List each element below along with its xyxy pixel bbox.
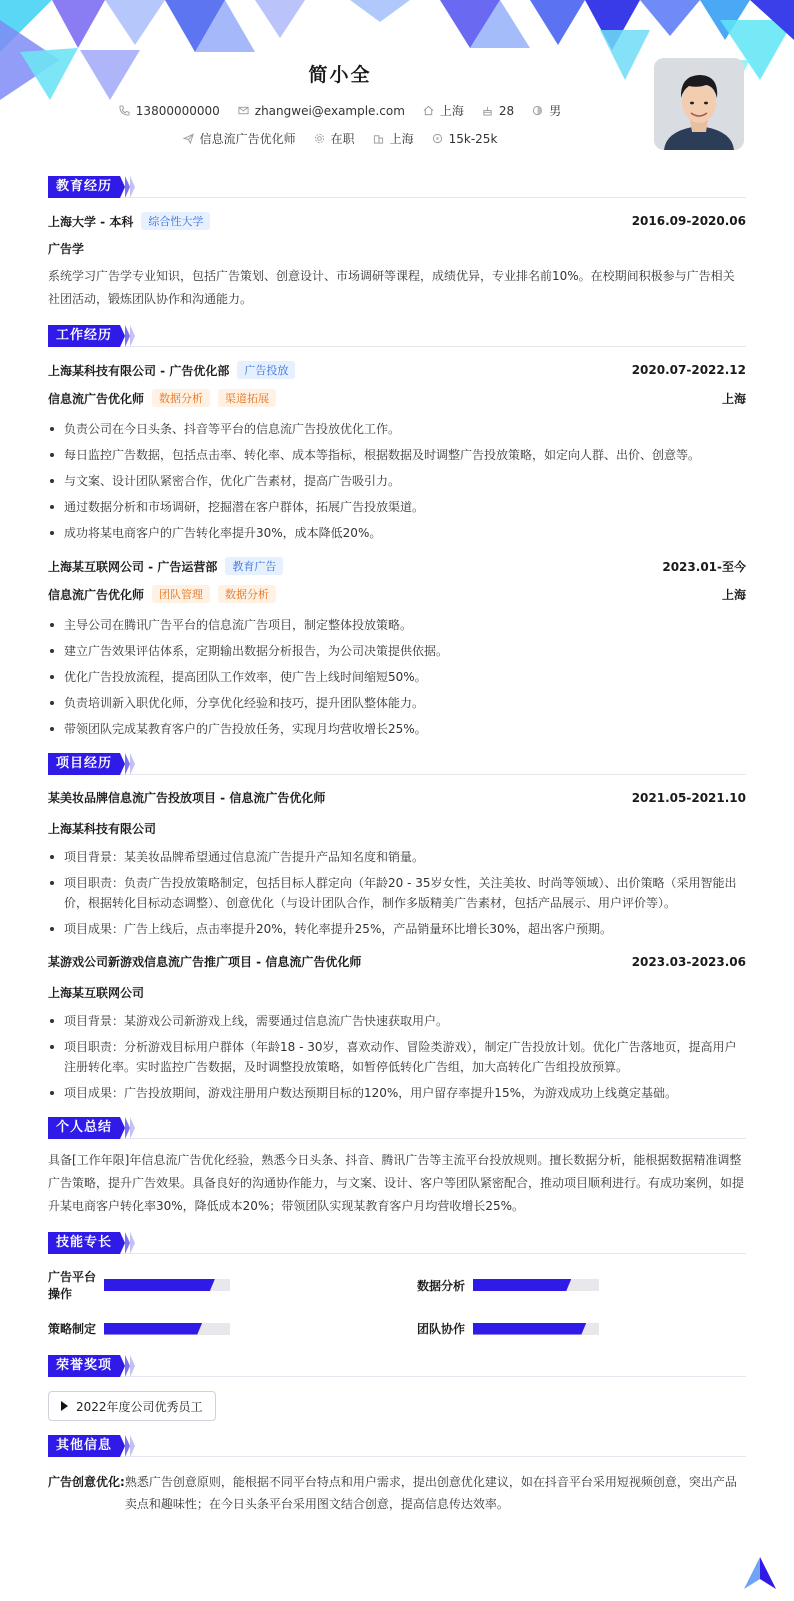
work-entry (48, 361, 746, 543)
skill-label: 策略制定 (48, 1322, 97, 1336)
age-item (482, 104, 514, 118)
awards-section (48, 1355, 746, 1421)
cake-icon (482, 105, 493, 116)
skill-tag: 渠道拓展 (218, 389, 276, 407)
section-title: 教育经历 (48, 176, 120, 198)
mail-icon (238, 105, 249, 116)
project-period: 2021.05-2021.10 (631, 790, 746, 805)
corner-decoration-icon (740, 1553, 780, 1593)
skill-label: 数据分析 (417, 1278, 466, 1293)
list-item: 与文案、设计团队紧密合作，优化广告素材，提高广告吸引力。 (48, 471, 746, 491)
salary-text: 15k-25k (448, 131, 498, 146)
section-title: 技能专长 (48, 1232, 120, 1254)
skill-item (417, 1320, 746, 1337)
skill-item (48, 1320, 377, 1337)
status-text: 在职 (330, 132, 355, 146)
summary-text: 具备[工作年限]年信息流广告优化经验，熟悉今日头条、抖音、腾讯广告等主流平台投放规则。擅长数据分析，能根据数据精准调整广告策略，提升广告效果。具备良好的沟通协作能力，与文案、设计、客户等团队紧密配合，推动项目顺利进行。有成功案例，如提升某电商客户转化率30%，降低成本20%；带领团队实现某教育客户月均营收增长25%。 (48, 1153, 745, 1213)
other-info-text: 熟悉广告创意原则，能根据不同平台特点和用户需求，提出创意优化建议，如在抖音平台采用短视频创意，突出产品卖点和趣味性；在今日头条平台采用图文结合创意，提高信息传达效率。 (124, 1475, 737, 1511)
email-item (238, 104, 405, 118)
skills-section (48, 1232, 746, 1337)
section-header (48, 1117, 746, 1139)
person-portrait-icon (654, 58, 744, 150)
section-title: 其他信息 (48, 1435, 120, 1457)
skill-tag: 团队管理 (152, 585, 210, 603)
list-item: 项目成果：广告投放期间，游戏注册用户数达预期目标的120%，用户留存率提升15%，为游戏成功上线奠定基础。 (48, 1083, 746, 1103)
work-bullets (48, 419, 746, 543)
other-info-label: 广告创意优化: (48, 1475, 125, 1489)
city-text: 上海 (439, 104, 464, 118)
phone-text: 13800000000 (135, 103, 220, 118)
award-text: 2022年度公司优秀员工 (76, 1399, 203, 1414)
other-info-item (48, 1471, 746, 1515)
section-header (48, 1435, 746, 1457)
work-location: 上海 (721, 587, 746, 602)
section-header (48, 1355, 746, 1377)
project-period: 2023.03-2023.06 (631, 954, 746, 969)
target-city-item (373, 130, 414, 147)
section-title-tail (120, 753, 135, 775)
project-entry (48, 789, 746, 939)
list-item: 每日监控广告数据，包括点击率、转化率、成本等指标，根据数据及时调整广告投放策略，如定向人群、出价、创意等。 (48, 445, 746, 465)
skill-bar-fill (473, 1323, 586, 1335)
major: 广告学 (48, 242, 85, 256)
list-item: 项目背景：某美妆品牌希望通过信息流广告提升产品知名度和销量。 (48, 847, 746, 867)
list-item: 项目背景：某游戏公司新游戏上线，需要通过信息流广告快速获取用户。 (48, 1011, 746, 1031)
company-name: 上海某互联网公司 - 广告运营部 (48, 559, 218, 574)
work-bullets (48, 615, 746, 739)
skill-bar (104, 1279, 230, 1291)
list-item: 成功将某电商客户的广告转化率提升30%，成本降低20%。 (48, 523, 746, 543)
job-title: 信息流广告优化师 (48, 391, 145, 406)
company-tag: 广告投放 (237, 361, 295, 379)
skill-tag: 数据分析 (218, 585, 276, 603)
resume-header (0, 0, 794, 168)
gear-icon (314, 133, 325, 144)
section-title: 个人总结 (48, 1117, 120, 1139)
project-entry (48, 953, 746, 1103)
list-item: 项目职责：负责广告投放策略制定，包括目标人群定向（年龄20 - 35岁女性，关注美妆、时尚等领域）、出价策略（采用智能出价，根据转化目标动态调整）、创意优化（与设计团队合作，制作多版精美广告素材，包括产品展示、用户评价等）。 (48, 873, 746, 913)
section-title: 荣誉奖项 (48, 1355, 120, 1377)
section-title: 项目经历 (48, 753, 120, 775)
skill-bar (473, 1279, 599, 1291)
summary-section (48, 1117, 746, 1218)
skills-grid (48, 1268, 746, 1337)
skill-bar-fill (104, 1323, 202, 1335)
education-period: 2016.09-2020.06 (631, 214, 746, 228)
email-text: zhangwei@example.com (254, 103, 405, 118)
triangle-bullet-icon (61, 1401, 68, 1411)
skill-bar-fill (473, 1279, 571, 1291)
award-item (48, 1391, 216, 1421)
other-section (48, 1435, 746, 1515)
company-name: 上海某科技有限公司 - 广告优化部 (48, 363, 230, 378)
position-text: 信息流广告优化师 (199, 132, 296, 146)
skill-bar (473, 1323, 599, 1335)
list-item: 优化广告投放流程，提高团队工作效率，使广告上线时间缩短50%。 (48, 667, 746, 687)
resume-body (0, 176, 794, 1515)
skill-item (48, 1268, 377, 1302)
project-company: 上海某科技有限公司 (48, 822, 157, 836)
status-item (314, 130, 355, 147)
section-header (48, 176, 746, 198)
work-section (48, 325, 746, 739)
section-header (48, 1232, 746, 1254)
skill-label: 广告平台操作 (48, 1270, 97, 1301)
candidate-name: 简小全 (308, 64, 372, 86)
list-item: 带领团队完成某教育客户的广告投放任务，实现月均营收增长25%。 (48, 719, 746, 739)
section-title-tail (120, 176, 135, 198)
skill-bar-fill (104, 1279, 215, 1291)
gender-item (532, 102, 561, 119)
skill-tag: 数据分析 (152, 389, 210, 407)
section-title-tail (120, 1117, 135, 1139)
gender-text: 男 (549, 104, 562, 118)
project-name: 某游戏公司新游戏信息流广告推广项目 - 信息流广告优化师 (48, 955, 362, 969)
project-name: 某美妆品牌信息流广告投放项目 - 信息流广告优化师 (48, 791, 326, 805)
salary-item (432, 132, 498, 146)
section-title-tail (120, 1232, 135, 1254)
section-title-tail (120, 1355, 135, 1377)
education-description: 系统学习广告学专业知识，包括广告策划、创意设计、市场调研等课程，成绩优异，专业排名前10%。在校期间积极参与广告相关社团活动，锻炼团队协作和沟通能力。 (48, 269, 735, 306)
list-item: 通过数据分析和市场调研，挖掘潜在客户群体，拓展广告投放渠道。 (48, 497, 746, 517)
avatar-photo (654, 58, 744, 150)
project-company: 上海某互联网公司 (48, 986, 145, 1000)
contact-info-row (0, 102, 680, 119)
section-title-tail (120, 325, 135, 347)
work-location: 上海 (721, 391, 746, 406)
list-item: 主导公司在腾讯广告平台的信息流广告项目，制定整体投放策略。 (48, 615, 746, 635)
project-bullets (48, 1011, 746, 1103)
list-item: 负责公司在今日头条、抖音等平台的信息流广告投放优化工作。 (48, 419, 746, 439)
home-icon (423, 105, 434, 116)
section-title: 工作经历 (48, 325, 120, 347)
section-header (48, 753, 746, 775)
section-title-tail (120, 1435, 135, 1457)
age-text: 28 (498, 103, 515, 118)
company-tag: 教育广告 (225, 557, 283, 575)
target-city-text: 上海 (389, 132, 414, 146)
projects-section (48, 753, 746, 1103)
education-section (48, 176, 746, 311)
job-title: 信息流广告优化师 (48, 587, 145, 602)
phone-icon (119, 105, 130, 116)
position-item (183, 130, 296, 147)
work-period: 2023.01-至今 (662, 559, 746, 574)
education-header-row (48, 212, 746, 230)
list-item: 项目职责：分析游戏目标用户群体（年龄18 - 30岁，喜欢动作、冒险类游戏），制定广告投放计划。优化广告落地页，提高用户注册转化率。实时监控广告数据，及时调整投放策略，如暂停低转化广告组，加大高转化广告组投放预算。 (48, 1037, 746, 1077)
send-icon (183, 133, 194, 144)
list-item: 负责培训新入职优化师，分享优化经验和技巧，提升团队整体能力。 (48, 693, 746, 713)
list-item: 建立广告效果评估体系，定期输出数据分析报告，为公司决策提供依据。 (48, 641, 746, 661)
coin-icon (432, 133, 443, 144)
school-tag: 综合性大学 (141, 212, 210, 230)
list-item: 项目成果：广告上线后，点击率提升20%，转化率提升25%，产品销量环比增长30%，超出客户预期。 (48, 919, 746, 939)
city-item (423, 102, 464, 119)
skill-item (417, 1268, 746, 1302)
building-icon (373, 133, 384, 144)
skill-bar (104, 1323, 230, 1335)
work-entry (48, 557, 746, 739)
job-intent-row (0, 130, 680, 147)
phone-item (119, 104, 220, 118)
project-bullets (48, 847, 746, 939)
skill-label: 团队协作 (417, 1322, 466, 1336)
work-period: 2020.07-2022.12 (631, 363, 746, 377)
school-degree: 上海大学 - 本科 (48, 214, 134, 229)
section-header (48, 325, 746, 347)
gender-icon (532, 105, 543, 116)
